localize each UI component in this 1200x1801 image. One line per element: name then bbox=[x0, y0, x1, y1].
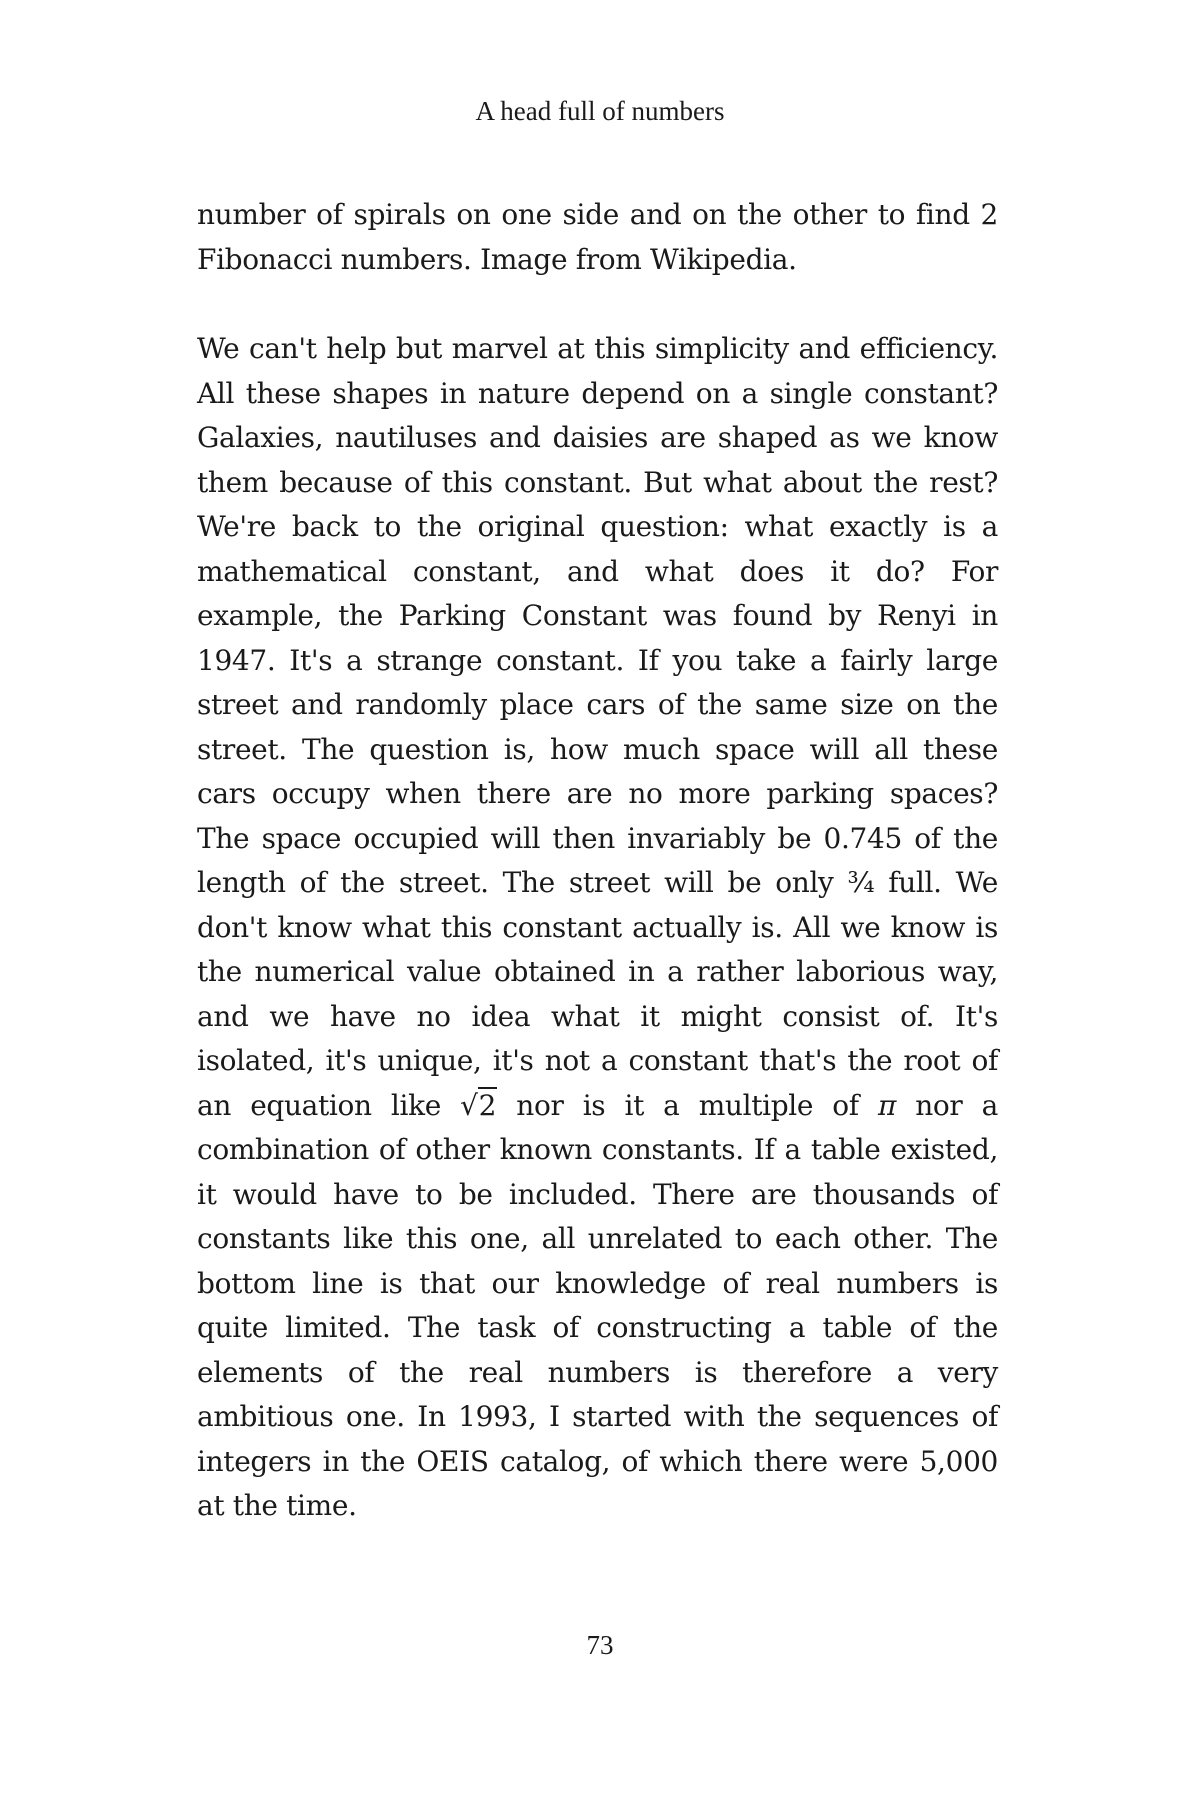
paragraph-text-part1: We can't help but marvel at this simplicity and efficiency. All these shapes in nature depend on a single constant? Galaxies, nautiluses and daisies are shaped as we know them because of this constant. But what about the rest? We're back to the original question: what exactly is a mathematical constant, and what does it do? For example, the Parking Constant was found by Renyi in 1947. It's a strange constant. If you take a fairly large street and randomly place cars of the same size on the street. The question is, how much space will all these cars occupy when there are no more parking spaces? The space occupied will then invariably be 0.745 of the length of the street. The street will be only ¾ full. We don't know what this constant actually is. All we know is the numerical value obtained in a rather laborious way, and we have no idea what it might consist of. It's isolated, it's unique, it's not a constant that's the root of an equation like bbox=[197, 332, 998, 1122]
paragraph-text-part2: nor is it a multiple of bbox=[516, 1088, 859, 1122]
page-number: 73 bbox=[586, 1630, 614, 1660]
paragraph-text bbox=[197, 327, 998, 1529]
radical-sign: √ bbox=[460, 1088, 478, 1122]
main-paragraph bbox=[197, 327, 998, 1529]
paragraph-text-part3: nor a combination of other known constants. If a table existed, it would have to be included. There are thousands of constants like this one, all unrelated to each other. The bottom line is that our knowledge of real numbers is quite limited. The task of constructing a table of the elements of the real numbers is therefore a very ambitious one. In 1993, I started with the sequences of integers in the OEIS catalog, of which there were 5,000 at the time. bbox=[197, 1088, 998, 1522]
caption-text: number of spirals on one side and on the other to find 2 Fibonacci numbers. Image from Wikipedia. bbox=[197, 198, 998, 276]
caption-continuation bbox=[197, 193, 998, 282]
pi-symbol: π bbox=[877, 1088, 897, 1122]
running-head: A head full of numbers bbox=[475, 96, 725, 126]
radicand: 2 bbox=[478, 1088, 497, 1122]
sqrt-two-expression bbox=[460, 1084, 497, 1129]
